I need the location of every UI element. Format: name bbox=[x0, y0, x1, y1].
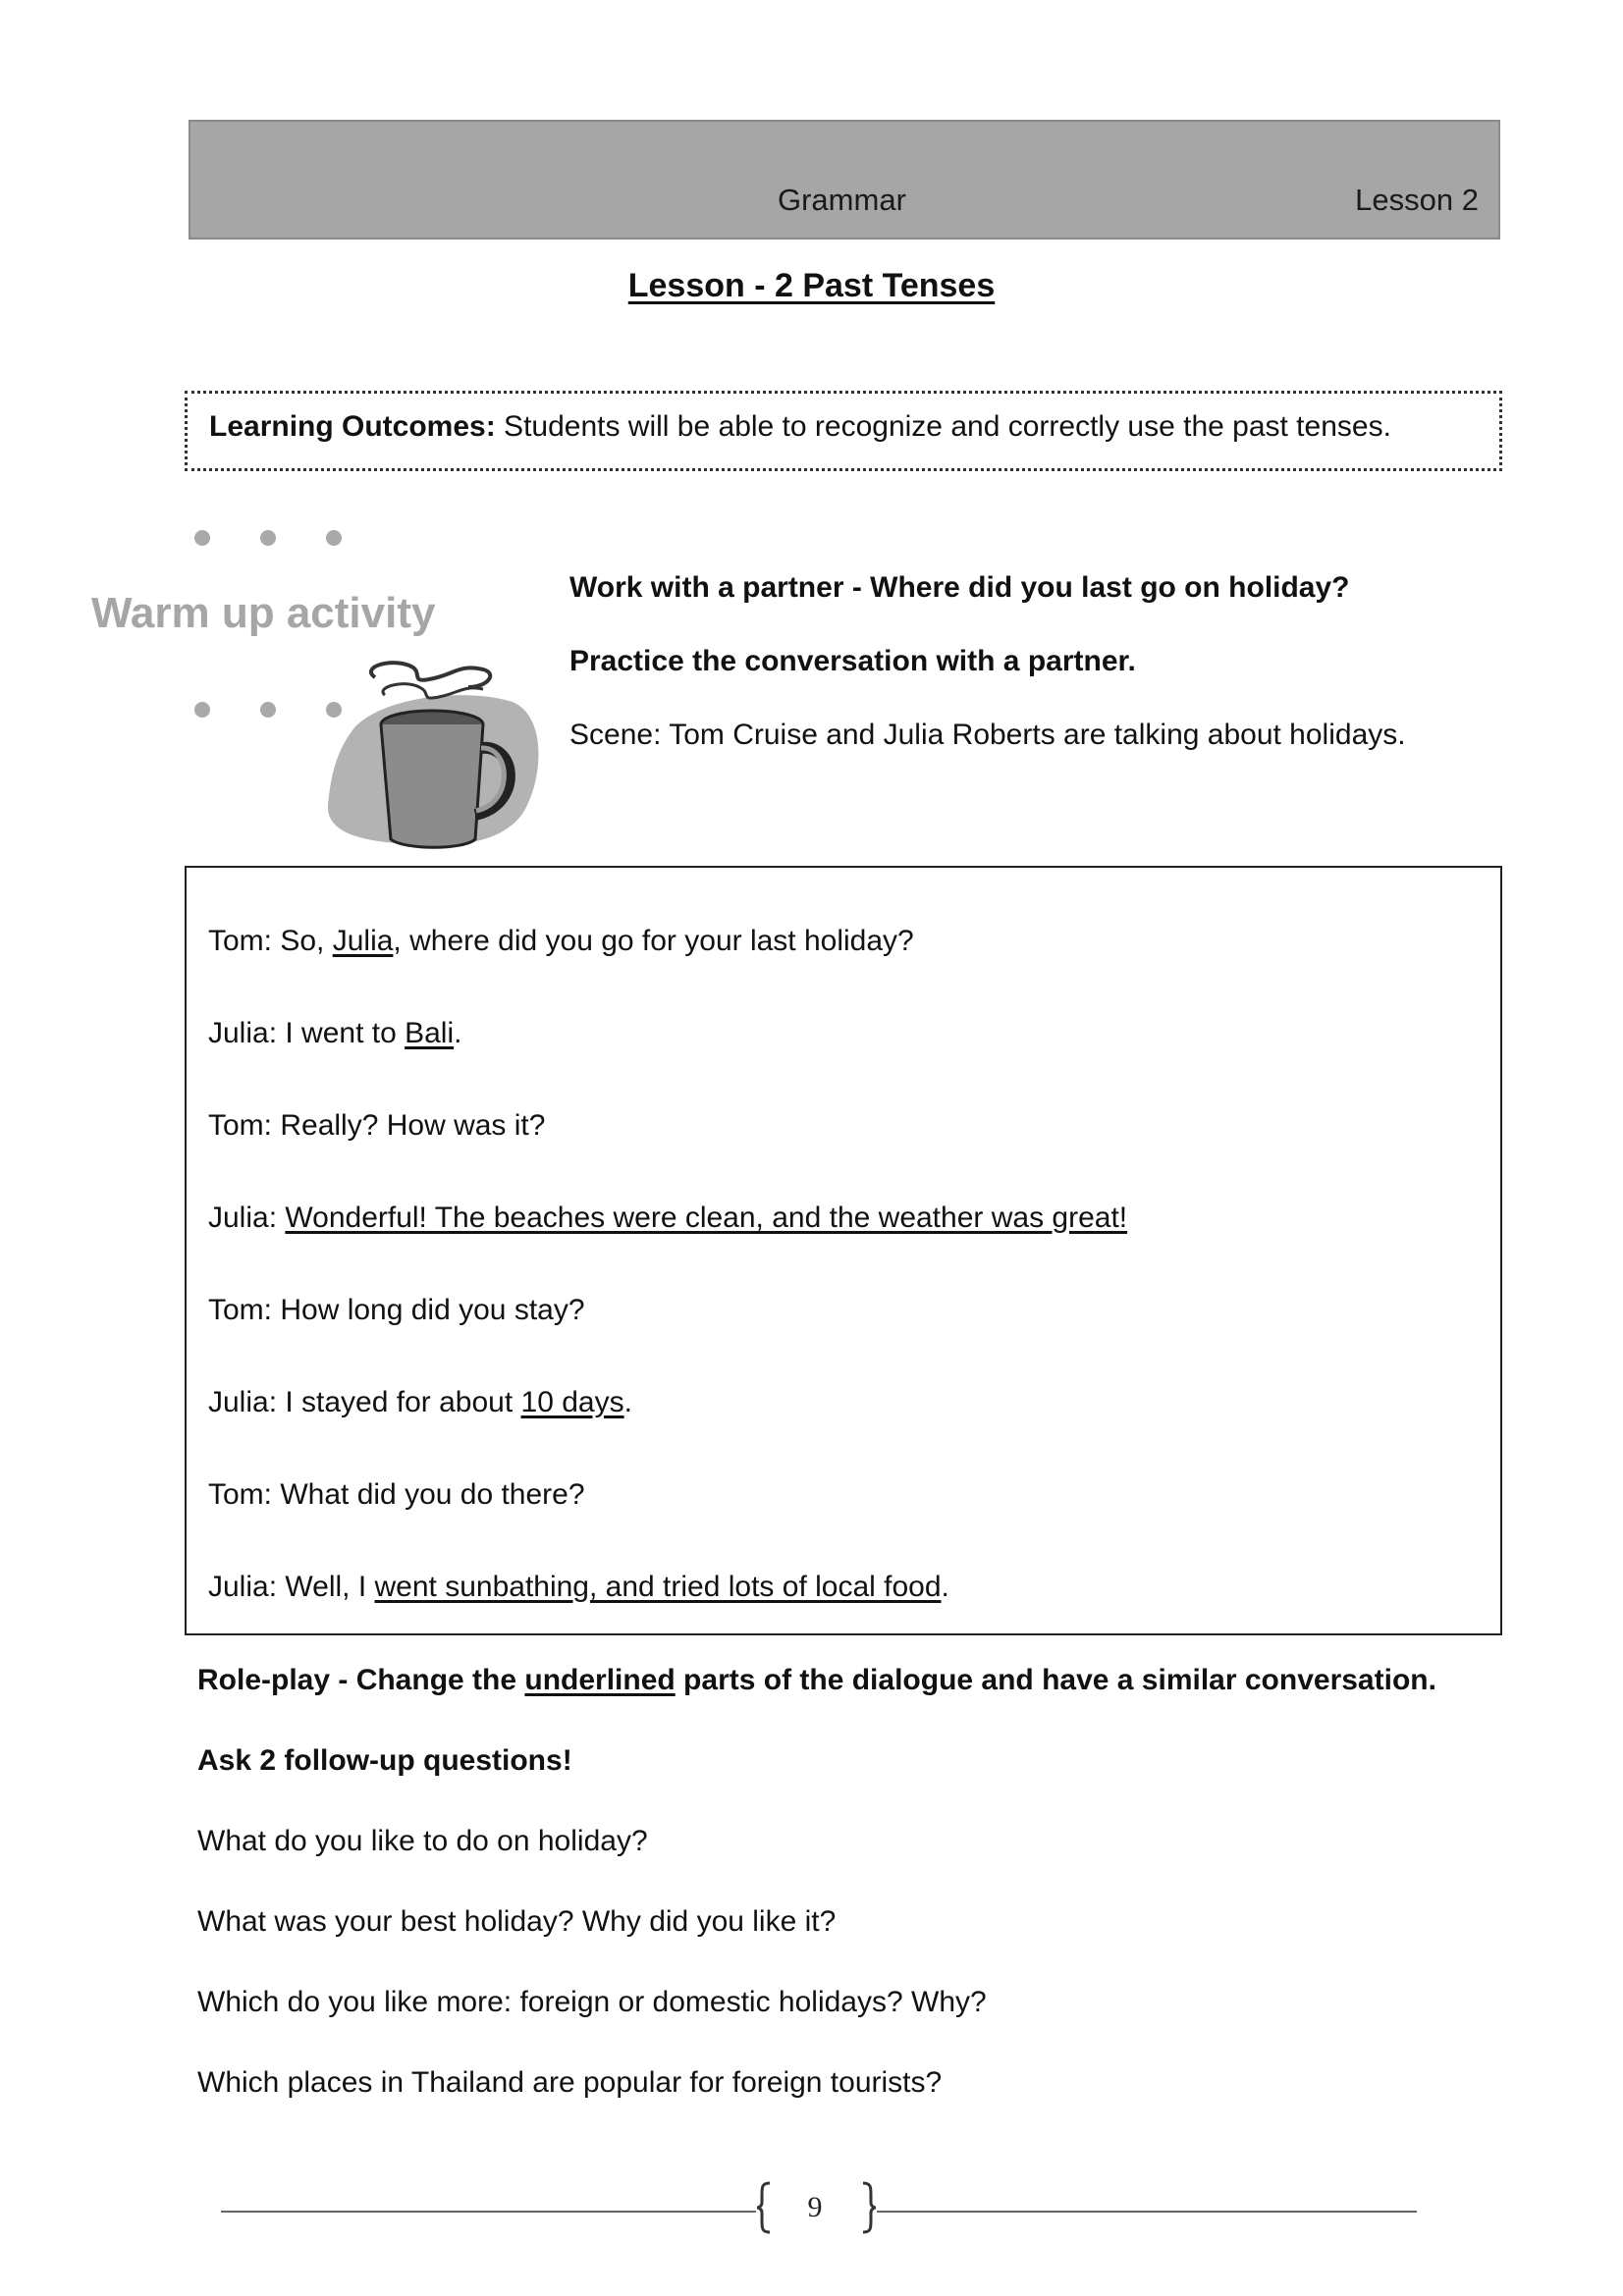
dialogue-underlined-text: Bali bbox=[405, 1017, 455, 1049]
header-subject: Grammar bbox=[778, 183, 906, 217]
coffee-mug-icon bbox=[316, 658, 552, 854]
dialogue-underlined-text: 10 days bbox=[520, 1386, 624, 1418]
decorative-dot bbox=[260, 702, 276, 718]
dialogue-box bbox=[185, 866, 1502, 1635]
dialogue-text: . bbox=[623, 1386, 632, 1418]
dialogue-text: Julia: bbox=[208, 1201, 286, 1234]
dialogue-line bbox=[208, 1109, 545, 1143]
dialogue-underlined-text: Wonderful! The beaches were clean, and the weather was great! bbox=[285, 1201, 1128, 1234]
decorative-dot bbox=[194, 702, 210, 718]
scene-description: Scene: Tom Cruise and Julia Roberts are talking about holidays. bbox=[569, 719, 1406, 751]
right-brace-icon bbox=[861, 2181, 877, 2234]
page-title: Lesson - 2 Past Tenses bbox=[627, 267, 996, 304]
dialogue-text: Julia: I stayed for about bbox=[208, 1386, 521, 1418]
left-brace-icon bbox=[756, 2181, 772, 2234]
learning-outcomes-label: Learning Outcomes: bbox=[209, 410, 496, 443]
decorative-dot bbox=[260, 530, 276, 546]
warm-up-heading: Warm up activity bbox=[91, 589, 436, 637]
dialogue-text: Tom: What did you do there? bbox=[208, 1478, 585, 1511]
dialogue-line bbox=[208, 1386, 632, 1419]
header-lesson: Lesson 2 bbox=[1355, 183, 1479, 217]
dialogue-line bbox=[208, 925, 914, 958]
dialogue-text: Tom: How long did you stay? bbox=[208, 1294, 585, 1326]
dialogue-text: Julia: Well, I bbox=[208, 1571, 375, 1603]
follow-up-question: What do you like to do on holiday? bbox=[197, 1825, 648, 1857]
dialogue-line bbox=[208, 1478, 585, 1512]
footer-rule-left bbox=[221, 2211, 756, 2213]
learning-outcomes-text bbox=[209, 410, 1391, 444]
dialogue-underlined-text: Julia bbox=[332, 925, 394, 957]
follow-up-question: What was your best holiday? Why did you like it? bbox=[197, 1905, 837, 1938]
dialogue-text: . bbox=[454, 1017, 462, 1049]
dialogue-text: Tom: Really? How was it? bbox=[208, 1109, 546, 1142]
dialogue-text: Tom: So, bbox=[208, 925, 333, 957]
dialogue-underlined-text: went sunbathing, and tried lots of local food bbox=[374, 1571, 942, 1603]
dialogue-text: , where did you go for your last holiday? bbox=[393, 925, 914, 957]
role-play-underlined-text: underlined bbox=[524, 1664, 676, 1696]
learning-outcomes-body: Students will be able to recognize and correctly use the past tenses. bbox=[495, 410, 1391, 443]
role-play-text: Role-play - Change the bbox=[197, 1664, 525, 1696]
follow-up-question: Which do you like more: foreign or domestic holidays? Why? bbox=[197, 1986, 987, 2018]
instruction-work-with-partner: Work with a partner - Where did you last go on holiday? bbox=[569, 571, 1350, 604]
dialogue-line bbox=[208, 1201, 1127, 1235]
dialogue-line bbox=[208, 1294, 585, 1327]
instruction-practice-conversation: Practice the conversation with a partner. bbox=[569, 645, 1136, 677]
page-number: 9 bbox=[807, 2191, 823, 2223]
role-play-text: parts of the dialogue and have a similar conversation. bbox=[675, 1664, 1436, 1696]
dialogue-line bbox=[208, 1571, 949, 1604]
dialogue-text: . bbox=[941, 1571, 949, 1603]
learning-outcomes-box bbox=[185, 391, 1502, 471]
header-bar bbox=[189, 120, 1500, 240]
dialogue-text: Julia: I went to bbox=[208, 1017, 406, 1049]
dialogue-line bbox=[208, 1017, 461, 1050]
follow-up-heading: Ask 2 follow-up questions! bbox=[197, 1744, 572, 1777]
follow-up-question: Which places in Thailand are popular for foreign tourists? bbox=[197, 2066, 943, 2099]
decorative-dot bbox=[194, 530, 210, 546]
role-play-instruction bbox=[197, 1664, 1436, 1697]
footer-rule-right bbox=[877, 2211, 1417, 2213]
decorative-dot bbox=[326, 530, 342, 546]
